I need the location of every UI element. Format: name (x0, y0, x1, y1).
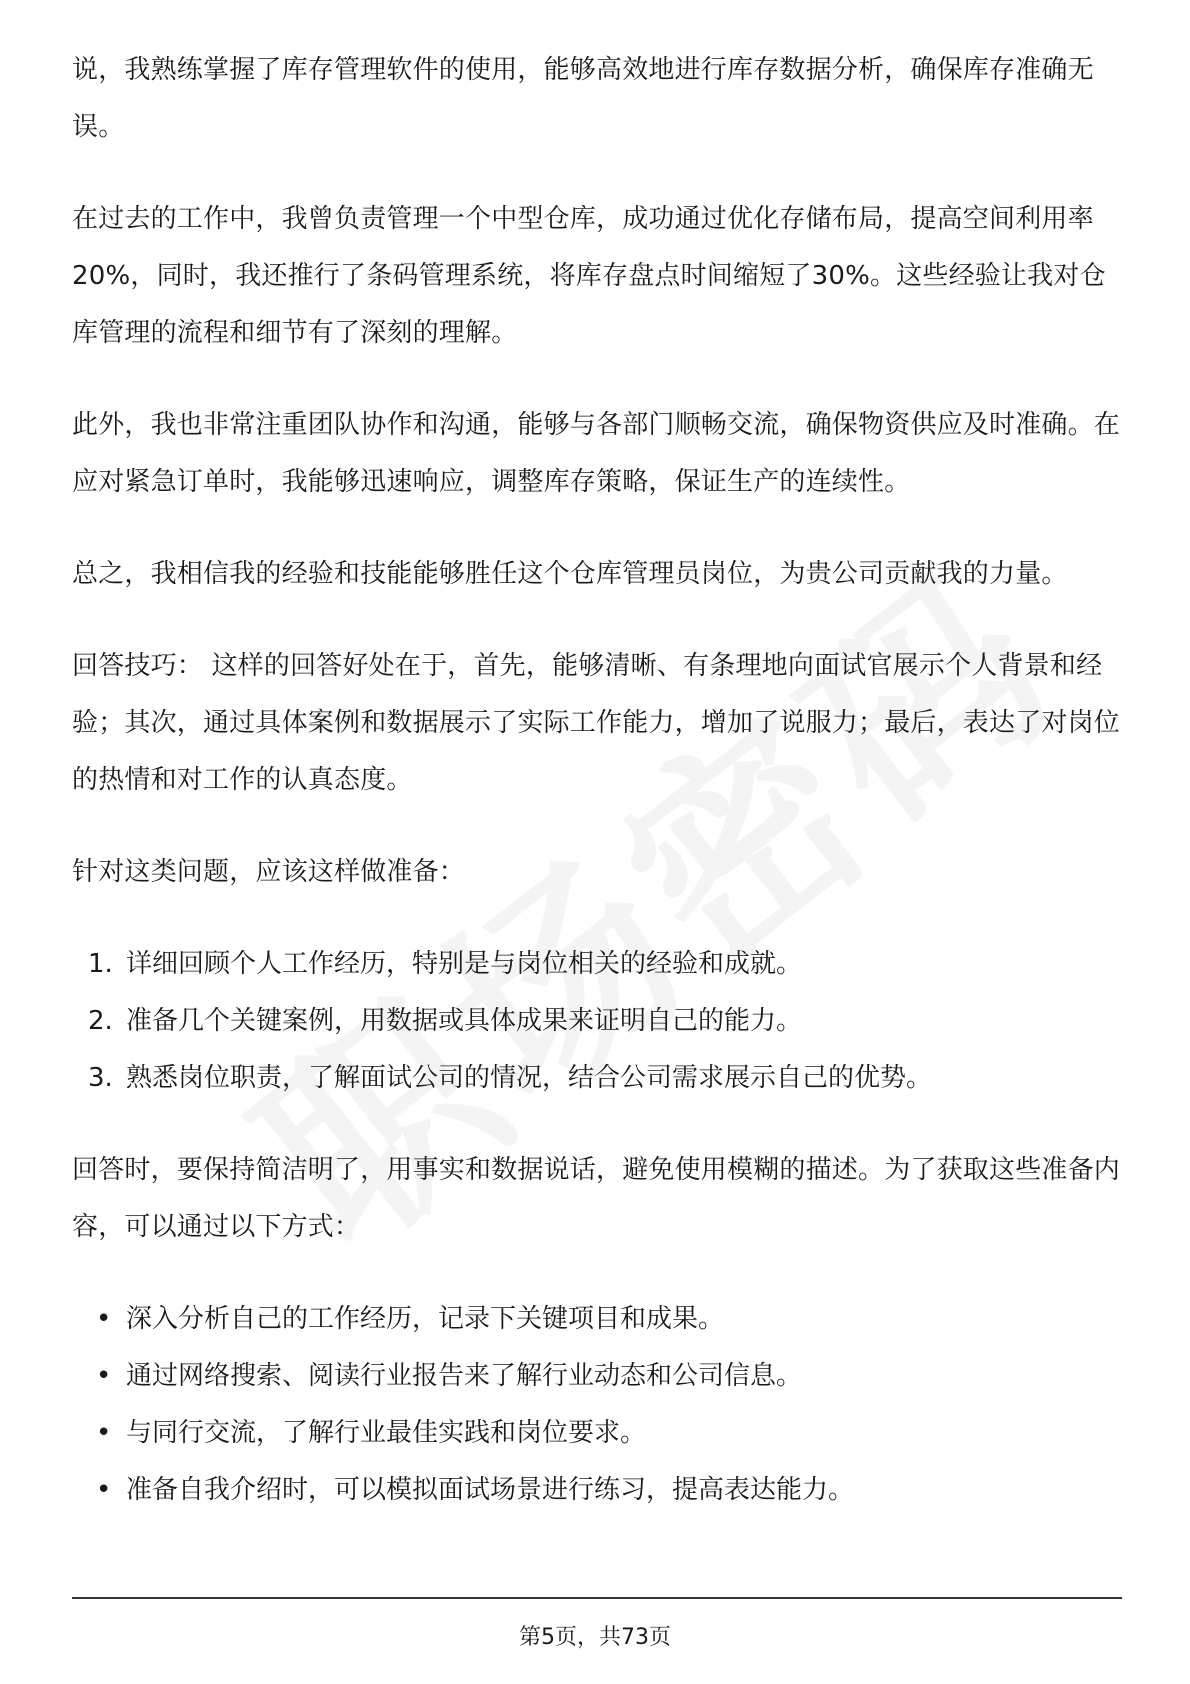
bullet-icon: • (96, 1361, 112, 1391)
list-item-text: 详细回顾个人工作经历，特别是与岗位相关的经验和成就。 (126, 949, 803, 979)
bullet-icon: • (96, 1304, 112, 1334)
bullet-icon: • (96, 1475, 112, 1505)
list-item-text: 深入分析自己的工作经历，记录下关键项目和成果。 (126, 1304, 725, 1334)
list-item (72, 993, 1122, 1050)
list-item-text: 准备几个关键案例，用数据或具体成果来证明自己的能力。 (126, 1006, 803, 1036)
bullet-icon: • (96, 1418, 112, 1448)
numbered-list (72, 936, 1122, 1107)
list-item (72, 1050, 1122, 1107)
page-number: 第5页，共73页 (519, 1625, 671, 1650)
preparation-intro: 针对这类问题，应该这样做准备： (72, 857, 466, 887)
list-item-text: 与同行交流，了解行业最佳实践和岗位要求。 (126, 1418, 647, 1448)
paragraph-3: 此外，我也非常注重团队协作和沟通，能够与各部门顺畅交流，确保物资供应及时准确。在应对紧急订单时，我能够迅速响应，调整库存策略，保证生产的连续性。 (72, 410, 1121, 497)
paragraph-4: 总之，我相信我的经验和技能能够胜任这个仓库管理员岗位，为贵公司贡献我的力量。 (72, 559, 1068, 589)
list-item-text: 准备自我介绍时，可以模拟面试场景进行练习，提高表达能力。 (126, 1475, 855, 1505)
list-item (72, 1348, 1122, 1405)
list-item (72, 1291, 1122, 1348)
list-item (72, 936, 1122, 993)
list-item-text: 熟悉岗位职责，了解面试公司的情况，结合公司需求展示自己的优势。 (126, 1063, 933, 1093)
paragraph-1: 说，我熟练掌握了库存管理软件的使用，能够高效地进行库存数据分析，确保库存准确无误。 (72, 55, 1094, 142)
paragraph-2: 在过去的工作中，我曾负责管理一个中型仓库，成功通过优化存储布局，提高空间利用率20%，同时，我还推行了条码管理系统，将库存盘点时间缩短了30%。这些经验让我对仓库管理的流程和细节有了深刻的理解。 (72, 204, 1106, 348)
document-body (72, 42, 1122, 1554)
answer-tips-paragraph: 回答技巧： 这样的回答好处在于，首先，能够清晰、有条理地向面试官展示个人背景和经验；其次，通过具体案例和数据展示了实际工作能力，增加了说服力；最后，表达了对岗位的热情和对工作的认真态度。 (72, 651, 1121, 795)
list-number: 1. (88, 949, 113, 979)
footer-divider (72, 1597, 1122, 1599)
list-item (72, 1405, 1122, 1462)
list-item-text: 通过网络搜索、阅读行业报告来了解行业动态和公司信息。 (126, 1361, 803, 1391)
bullet-list (72, 1291, 1122, 1519)
paragraph-after-list: 回答时，要保持简洁明了，用事实和数据说话，避免使用模糊的描述。为了获取这些准备内容，可以通过以下方式： (72, 1155, 1121, 1242)
list-number: 3. (88, 1063, 113, 1093)
list-item (72, 1462, 1122, 1519)
list-number: 2. (88, 1006, 113, 1036)
